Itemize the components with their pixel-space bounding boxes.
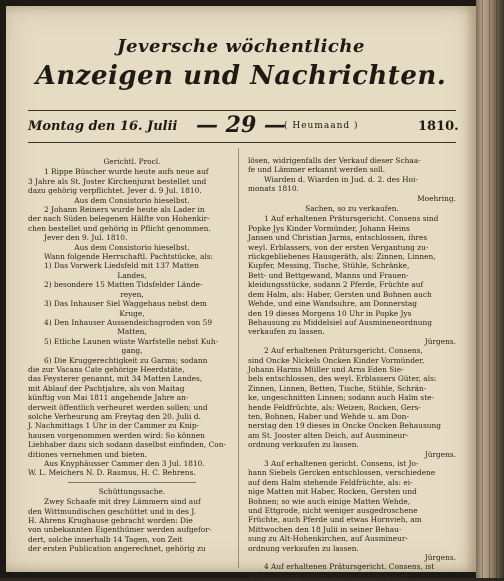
text-line: Zinnen, Linnen, Betten, Tische, Stühle, Schrän- [248,383,427,393]
section-heading: Gerichtl. Procl. [103,157,161,166]
text-line: dazu gehörig verpflichtet. Jever d. 9 Jul. 1810. [28,186,202,196]
text-line: Wann folgende Herrschaftl. Pachtstücke, als: [44,252,214,262]
text-line: Aus dem Consistorio hieselbst. [74,195,190,205]
text-line: Mittwochen den 18 Julii in seiner Behau- [248,524,402,534]
text-line: sung zu Alt-Hohenkirchen, auf Ausmineur- [248,534,408,544]
book-spine [476,0,504,578]
dateline-year: 1810. [418,119,459,134]
text-line: hann Siebels Gercken entschlossen, verschiedene [248,468,436,478]
text-line: mit Ablauf der Pachtjahre, als von Maitag [28,383,185,393]
text-line: den Wittmundischen geschüttet und in des J. [28,506,197,516]
text-line: die zur Vacans Cate gehörige Heerdstäte, [28,364,185,374]
text-line: chen bestellet und gehörig in Pflicht genommen. [28,223,211,233]
text-line: Aus dem Consistorio hieselbst. [74,242,190,252]
text-line: Früchte, auch Pferde und etwas Hornvieh, am [248,515,422,525]
text-line: 4 Auf erhaltenen Prätursgericht. Consens, ist [264,562,435,572]
text-line: Jansen und Christian Jarms, entschlossen, ihres [248,233,428,243]
text-line: Jürgens. [424,336,456,346]
text-line: ke, ungeschnitten Linnen; sodann auch Halm ste- [248,393,435,403]
left-column [28,156,236,554]
text-line: dem Halm, als: Haber, Gersten und Bohnen auch [248,289,432,299]
text-line: der ersten Publication angerechnet, gehörig zu [28,544,206,554]
masthead [6,36,476,91]
text-line: Zwey Schaafe mit drey Lämmern sind auf [44,497,201,507]
text-line: Kupfer, Messing, Tische, Stühle, Schränke, [248,261,410,271]
text-line: 4) Den Inhauser Aussendeichsgroden von 59 [44,317,213,327]
text-line: 1 Auf erhaltenen Prätursgericht. Consens sind [264,214,439,224]
text-line: den 19 dieses Morgens 10 Uhr in Popke Jys [248,308,412,318]
text-line: verkaufen zu lassen. [248,327,325,337]
text-line: Behausung zu Middelsiel auf Ausmineneordnung [248,317,433,327]
text-line: Johann Harms Müller und Arns Eden Sie- [248,364,404,374]
text-line: ten, Bohnen, Haber und Wehde u. am Don- [248,411,409,421]
text-line: lösen, widrigenfalls der Verkauf dieser Schaa- [248,156,421,165]
text-line: künftig von Mai 1811 angehende Jahre an- [28,393,189,403]
text-line: H. Ahrens Krughause gebracht worden: Die [28,516,193,526]
text-line: Jürgens. [424,449,456,459]
text-line: nerstag den 19 dieses in Oncke Oncken Behausung [248,421,441,431]
text-line: 1) Das Vorwerk Liedsfeld mit 137 Matten [44,261,200,271]
column-divider [238,148,239,568]
text-line: Johann Peters Jansen Witwe und Depsland, [248,571,410,581]
section-rule [68,482,196,483]
text-line: sind Oncke Nickels Oncken Kinder Vormünder, [248,355,425,365]
text-line: 3 Auf erhaltenen gericht. Consens, ist Jo- [264,459,419,468]
text-line: solche Verheurung am Freytag den 20. Julii d. [28,411,201,421]
text-line: 3 Jahre als St. Joster Kirchenjurat bestellet und [28,176,207,186]
text-line: 2 Johann Reiners wurde heute als Lader in [44,205,205,215]
dateline-month: ( Heumaand ) [284,121,359,131]
text-line: und Ettgrode, nicht weniger ausgedroschene [248,506,418,516]
text-line: hende Feldfrüchte, als: Weizen, Rocken, Gers- [248,402,421,412]
text-line: Bett- und Bettgewand, Manns und Frauen- [248,270,409,280]
text-line: ordnung verkaufen zu lassen. [248,440,359,450]
masthead-rule-top [28,110,456,111]
issue-number: — 29 — [196,112,286,138]
text-line: Popke Jys Kinder Vormünder, Johann Heins [248,223,410,233]
text-line: Aus Knyphäusser Cammer den 3 Jul. 1810. [44,459,205,468]
text-line: Landes, [117,270,147,280]
text-line: am St. Jooster alten Deich, auf Ausmineur- [248,430,409,440]
text-line: W. L. Meichers N. D. Rasmus, H. C. Behrens. [28,468,196,478]
text-line: kleidungsstücke, sodann 2 Pferde, Früchte auf [248,280,424,290]
text-line: 2) besondere 15 Matten Tidsfelder Lände- [44,280,203,290]
text-line: von unbekannten Eigenthümer werden aufgefor- [28,525,212,535]
text-line: Wiarden d. Wiarden in Jud. d. 2. des Hoi- [264,174,418,184]
text-line: hausen vorgenommen werden wird: So können [28,430,205,440]
text-line: reyen, [120,289,144,299]
text-line: nige Matten mit Haber, Rocken, Gersten und [248,487,417,497]
text-line: gang, [121,346,143,356]
text-line: Wehde, und eine Wandsuhre, am Donnerstag [248,299,417,309]
section-heading: Sachen, so zu verkaufen. [305,204,399,214]
text-line: rückgebliebenes Hausgeräth, als: Zinnen, Linnen, [248,252,436,262]
section-heading: Schüttungssache. [98,486,166,496]
text-line: derweit öffentlich verheuret werden sollen; und [28,402,208,412]
text-line: ordnung verkaufen zu lassen. [248,543,359,553]
text-line: 3) Das Inhauser Siel Waggehaus nebst dem [44,299,207,309]
text-line: Bohnen; so wie auch einige Matten Wehde, [248,496,411,506]
text-line: monats 1810. [248,184,299,194]
text-line: ditiones vernehmen und bieten. [28,449,148,459]
text-line: Moehring. [417,193,456,203]
text-line: dert, solche innerhalb 14 Tagen, von Zeit [28,534,183,544]
text-line: Kruge, [119,308,145,318]
masthead-title-line2: Anzeigen und Nachrichten. [35,61,447,91]
dateline [28,112,459,138]
masthead-title-line1: Jeversche wöchentliche [117,36,365,57]
text-line: fe und Lämmer erkannt werden soll. [248,165,386,175]
newspaper-page [6,6,476,581]
masthead-rule-bottom [28,142,456,143]
right-column [248,156,456,581]
dateline-day: Montag den 16. Julii [28,119,178,134]
text-line: Liebhaber dazu sich sodann daselbst einfinden, Con- [28,440,226,450]
text-line: das Feysterer genannt, mit 34 Matten Landes, [28,374,203,384]
text-line: der nach Süden belegenen Hälfte von Hohenkir- [28,214,210,224]
text-line: 6) Die Kruggerechtigkeit zu Garms; sodann [44,355,208,365]
text-line: bels entschlossen, des weyl. Erblassers Güter, als: [248,374,437,384]
text-line: 2 Auf erhaltenen Prätursgericht. Consens, [264,346,423,356]
text-line: 1 Rippe Büscher wurde heute aufs neue auf [44,167,209,177]
text-line: 5) Etliche Launen wüste Warfstelle nebst Kuh- [44,336,219,346]
text-line: Jürgens. [424,553,456,563]
text-line: weyl. Erblassers, von der ersten Vergantung zu- [248,242,429,252]
text-line: J. Nachmittags 1 Uhr in der Cammer zu Knip- [28,421,200,431]
text-line: Matten, [117,327,147,337]
text-line: auf dem Halm stehende Feldfrüchte, als: ei- [248,477,413,487]
text-line: Jever den 9. Jul. 1810. [44,233,128,243]
